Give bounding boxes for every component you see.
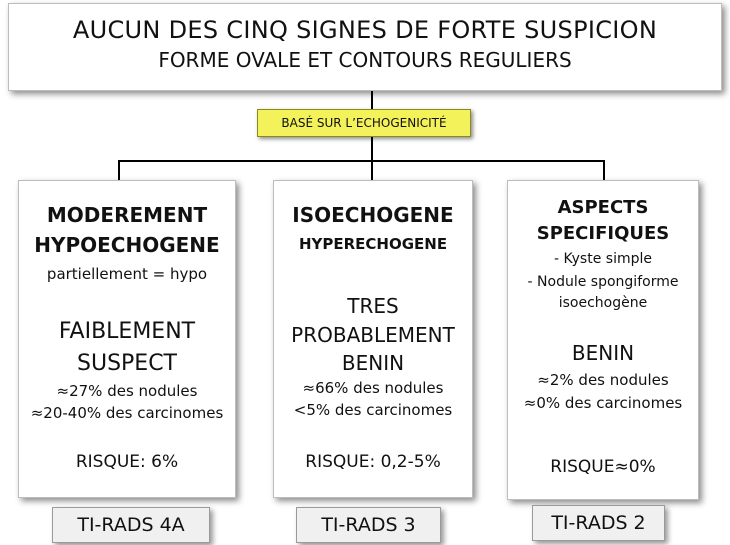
column-3-item-isoechogene: isoechogène [558, 295, 648, 311]
column-2-verdict-line1: TRES [347, 294, 399, 318]
column-3-item-kyste: - Kyste simple [553, 251, 652, 267]
column-3-item-spongiforme: - Nodule spongiforme [527, 274, 679, 290]
connector-middle [371, 137, 373, 162]
tirads-3-label: TI-RADS 3 [296, 507, 441, 543]
column-1-verdict-line2: SUSPECT [77, 351, 177, 376]
column-3-stat-carcinomes: ≈0% des carcinomes [523, 394, 683, 412]
column-1-stat-nodules: ≈27% des nodules [56, 382, 198, 400]
column-1-verdict-line1: FAIBLEMENT [58, 319, 196, 344]
connector-top [371, 91, 373, 109]
column-1-stat-carcinomes: ≈20-40% des carcinomes [30, 404, 224, 422]
basis-label: BASÉ SUR L’ECHOGENICITÉ [257, 109, 471, 137]
header-subtitle: FORME OVALE ET CONTOURS REGULIERS [158, 48, 572, 72]
column-2-title-line2: HYPERECHOGENE [298, 235, 448, 253]
header-box [8, 3, 722, 91]
header-title: AUCUN DES CINQ SIGNES DE FORTE SUSPICION [72, 16, 658, 44]
column-3-verdict: BENIN [571, 341, 635, 365]
column-aspects-specifiques [507, 180, 699, 500]
tirads-4a-label: TI-RADS 4A [52, 507, 210, 543]
column-2-stat-nodules: ≈66% des nodules [302, 379, 444, 397]
column-2-stat-carcinomes: <5% des carcinomes [293, 401, 453, 419]
column-3-title-line1: ASPECTS [557, 197, 649, 218]
column-hypoechogene [18, 180, 236, 498]
column-3-stat-nodules: ≈2% des nodules [537, 371, 669, 389]
column-1-subtitle: partiellement = hypo [46, 265, 208, 283]
column-isoechogene [273, 180, 473, 498]
column-3-risk: RISQUE≈0% [550, 457, 656, 477]
column-2-verdict-line3: BENIN [341, 351, 405, 375]
column-1-risk: RISQUE: 6% [75, 452, 179, 472]
column-1-title-line2: HYPOECHOGENE [34, 233, 220, 257]
tirads-2-label: TI-RADS 2 [532, 505, 665, 541]
column-3-title-line2: SPECIFIQUES [536, 223, 670, 244]
column-2-title-line1: ISOECHOGENE [292, 203, 454, 227]
column-2-risk: RISQUE: 0,2-5% [305, 452, 441, 472]
column-2-verdict-line2: PROBABLEMENT [291, 323, 455, 347]
connector-horizontal [118, 160, 605, 162]
column-1-title-line1: MODEREMENT [46, 203, 208, 227]
